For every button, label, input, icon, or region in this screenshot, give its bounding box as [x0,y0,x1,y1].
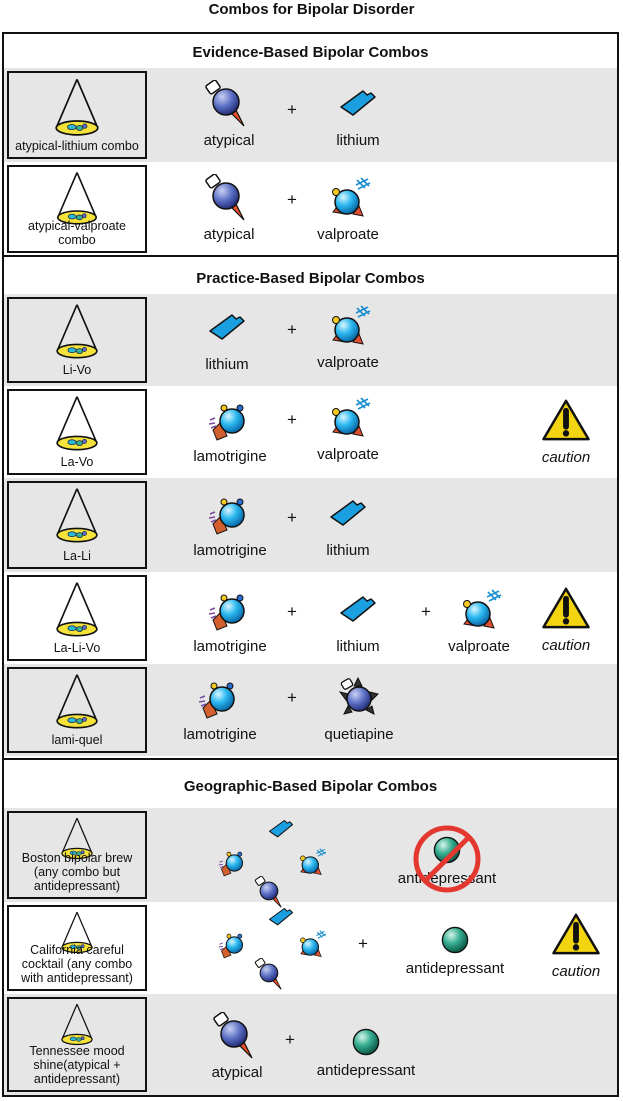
drug-antidepressant: antidepressant [400,922,510,978]
combo-label-box [7,667,147,753]
lithium-icon [264,816,298,844]
drug-antidepressant: antidepressant [392,832,502,888]
drug-quetiapine: quetiapine [304,674,414,744]
combo-label: lami-quel [51,733,103,747]
lamotrigine-icon [205,490,255,540]
valproate-icon [454,586,504,636]
caution-warning: caution [536,398,596,467]
lamotrigine-icon [216,846,250,880]
combo-label: Boston bipolar brew (any combo but antidepressant) [21,851,133,893]
valproate-icon [294,928,328,962]
plus-sign: + [421,602,431,621]
geographic-section-heading: Geographic-Based Bipolar Combos [183,778,438,795]
combo-row-li-vo [4,294,617,386]
evidence-section-heading: Evidence-Based Bipolar Combos [192,44,429,61]
plus-sign: + [287,320,297,339]
drug-lithium: lithium [172,304,282,374]
plus-sign: + [358,934,368,953]
atypical-icon [204,80,254,130]
combo-label-box [7,905,147,991]
plus-sign: + [287,602,297,621]
combo-label: atypical-lithium combo [15,139,139,153]
caution-icon [551,912,601,956]
drug-lamotrigine: lamotrigine [175,396,285,466]
combo-label-box [7,481,147,569]
combo-row-atypical-valproate [4,162,617,256]
lithium-icon [264,904,298,932]
lamotrigine-icon [205,586,255,636]
lamotrigine-icon [195,674,245,724]
combo-row-la-li-vo [4,572,617,664]
combo-label: Tennessee mood shine(atypical + antidepressant) [29,1044,125,1086]
section-divider [2,255,619,257]
combo-label: atypical-valproate combo [28,219,126,247]
combo-row-atypical-lithium [4,68,617,162]
drug-atypical: atypical [174,80,284,150]
lamotrigine-icon [205,396,255,446]
valproate-icon [294,846,328,880]
drug-lamotrigine: lamotrigine [165,674,275,744]
plus-sign: + [287,100,297,119]
no-sign-icon [410,822,484,896]
combo-row-lami-quel [4,664,617,756]
plus-sign: + [287,190,297,209]
cone-icon [51,673,103,731]
antidepressant-icon [348,1024,384,1060]
caution-icon [541,398,591,442]
lamotrigine-icon [216,928,250,962]
lithium-icon [333,586,383,636]
drug-atypical: atypical [182,1012,292,1082]
cone-icon [51,77,103,139]
cone-icon [51,303,103,361]
cone-icon [51,395,103,453]
valproate-icon [323,394,373,444]
lithium-icon [323,490,373,540]
drug-lithium: lithium [293,490,403,560]
drug-antidepressant: antidepressant [311,1024,421,1080]
cone-icon [51,581,103,639]
drug-valproate: valproate [293,394,403,464]
caution-icon [541,586,591,630]
valproate-icon [323,302,373,352]
antidepressant-icon [437,922,473,958]
atypical-icon [204,174,254,224]
drug-lamotrigine: lamotrigine [175,586,285,656]
combo-row-boston [4,808,617,902]
drug-cluster [214,904,324,1004]
drug-lamotrigine: lamotrigine [175,490,285,560]
valproate-icon [323,174,373,224]
lithium-icon [202,304,252,354]
drug-lithium: lithium [303,80,413,150]
drug-valproate: valproate [424,586,534,656]
combo-label: California careful cocktail (any combo with antidepressant) [21,943,133,985]
combo-label: La-Li-Vo [53,641,101,655]
practice-section-heading: Practice-Based Bipolar Combos [196,270,425,287]
combo-label-box [7,165,147,253]
lithium-icon [333,80,383,130]
section-divider [2,758,619,760]
combo-label: Li-Vo [62,363,92,377]
caution-warning: caution [536,586,596,655]
combo-label-box [7,575,147,661]
drug-cluster [214,816,324,916]
combo-row-la-li [4,478,617,572]
page-title: Combos for Bipolar Disorder [208,1,415,18]
combo-label: La-Vo [60,455,94,469]
combo-label-box [7,297,147,383]
combo-label-box [7,71,147,159]
cone-icon [55,1003,99,1047]
combo-label-box [7,389,147,475]
drug-atypical: atypical [174,174,284,244]
combo-label-box [7,997,147,1092]
plus-sign: + [285,1030,295,1049]
plus-sign: + [287,508,297,527]
combo-label: La-Li [63,549,91,563]
combo-row-la-vo [4,386,617,478]
combo-row-california [4,902,617,994]
drug-valproate: valproate [293,302,403,372]
drug-valproate: valproate [293,174,403,244]
combo-row-tennessee [4,994,617,1095]
atypical-icon [254,958,288,992]
caution-warning: caution [546,912,606,981]
atypical-icon [212,1012,262,1062]
drug-lithium: lithium [303,586,413,656]
plus-sign: + [287,688,297,707]
quetiapine-icon [334,674,384,724]
plus-sign: + [287,410,297,429]
combo-label-box [7,811,147,899]
cone-icon [51,487,103,545]
